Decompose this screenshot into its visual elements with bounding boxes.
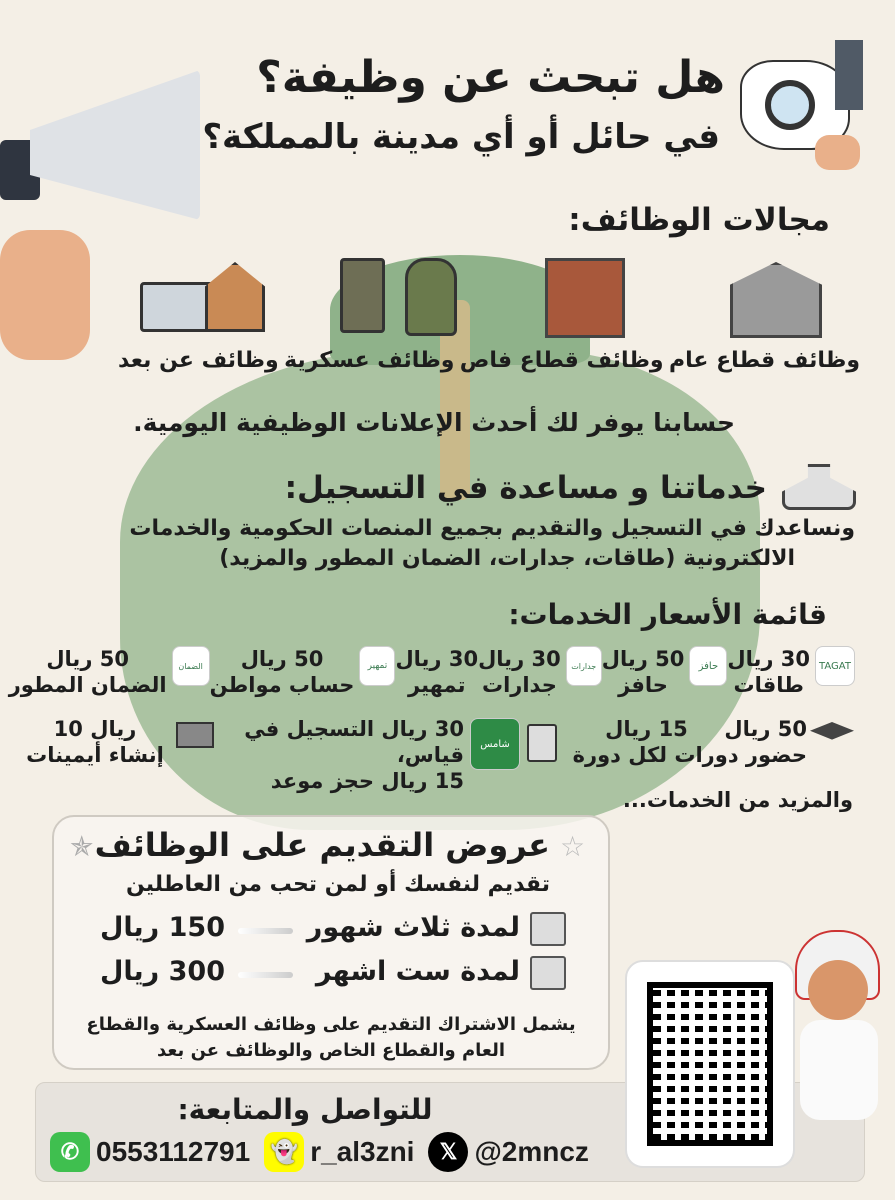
price-jadarat — [478, 646, 561, 698]
service-name: إنشاء أيمينات — [26, 743, 164, 767]
social-security-logo: الضمان — [172, 646, 210, 686]
qiyas-line-2: 15 ريال حجز موعد — [270, 769, 464, 793]
magnifier-map-icon — [740, 40, 875, 170]
plan-price-3-months: 150 ريال — [99, 912, 225, 943]
page-title: هل تبحث عن وظيفة؟ — [256, 52, 725, 103]
service-name: الضمان المطور — [8, 673, 167, 697]
plan-duration-6-months: لمدة ست اشهر — [315, 956, 520, 987]
price-value: 30 ريال — [395, 647, 479, 671]
price-emails — [20, 716, 170, 768]
price-row-1 — [8, 646, 855, 698]
x-twitter-icon[interactable]: 𝕏 — [428, 1132, 468, 1172]
price-hafiz — [602, 646, 685, 698]
more-services-text: والمزيد من الخدمات... — [622, 788, 853, 812]
contact-heading: للتواصل والمتابعة: — [177, 1093, 433, 1126]
price-value: 50 ريال — [601, 647, 685, 671]
plan-price-6-months: 300 ريال — [99, 956, 225, 987]
price-value-2: 15 ريال — [605, 717, 688, 741]
hafiz-logo: حافز — [689, 646, 727, 686]
offers-note-line-2: العام والقطاع الخاص والوظائف عن بعد — [156, 1040, 506, 1061]
service-name: طاقات — [733, 673, 804, 697]
price-item-jadarat — [478, 646, 602, 698]
office-building-icon — [545, 258, 625, 338]
field-label-public-sector: وظائف قطاع عام — [669, 348, 860, 373]
price-courses — [573, 716, 807, 768]
tagat-logo: TAGAT — [815, 646, 855, 686]
field-label-private-sector: وظائف قطاع فاص — [459, 348, 664, 373]
services-line-2: الالكترونية (طاقات، جدارات، الضمان المطور والمزيد) — [219, 546, 795, 571]
price-value: 50 ريال — [46, 647, 129, 671]
star-icon: ✯ — [70, 830, 94, 863]
price-citizen-account — [210, 646, 355, 698]
price-item-hafiz — [602, 646, 728, 698]
cartoon-character — [790, 930, 885, 1130]
prices-heading: قائمة الأسعار الخدمات: — [508, 598, 827, 631]
daily-ads-text: حسابنا يوفر لك أحدث الإعلانات الوظيفية اليومية. — [133, 408, 735, 437]
field-label-military: وظائف عسكرية — [284, 348, 455, 373]
snapchat-icon[interactable]: 👻 — [264, 1132, 304, 1172]
services-line-1: ونساعدك في التسجيل والتقديم بجميع المنصات الحكومية والخدمات — [129, 516, 855, 541]
course-prices — [573, 716, 807, 742]
price-item-social-security — [9, 646, 210, 698]
offers-subtitle: تقديم لنفسك أو لمن تحب من العاطلين — [125, 872, 550, 897]
service-name: حساب مواطن — [209, 673, 355, 697]
price-tagat — [727, 646, 810, 698]
qiyas-line-1: 30 ريال التسجيل في قياس، — [244, 717, 464, 767]
price-social-security — [9, 646, 167, 698]
qiyas-logo: شامس — [470, 718, 520, 770]
arrow-icon — [238, 928, 293, 934]
plan-duration-3-months: لمدة ثلاث شهور — [306, 912, 520, 943]
job-fields-heading: مجالات الوظائف: — [568, 202, 830, 238]
qr-code[interactable] — [625, 960, 795, 1168]
price-item-tagat — [727, 646, 855, 698]
arrow-icon — [238, 972, 293, 978]
military-soldier-icon — [340, 258, 460, 338]
star-icon: ☆ — [560, 830, 586, 863]
price-value: 30 ريال — [727, 647, 810, 671]
service-name: حافز — [618, 673, 668, 697]
offers-note-line-1: يشمل الاشتراك التقديم على وظائف العسكرية والقطاع — [86, 1014, 576, 1035]
document-pen-icon — [527, 724, 557, 762]
calendar-icon — [530, 912, 566, 946]
price-qiyas — [220, 716, 464, 794]
price-item-citizen-account — [210, 646, 396, 698]
price-value: 10 ريال — [53, 717, 137, 741]
price-value: 50 ريال — [240, 647, 324, 671]
services-heading: خدماتنا و مساعدة في التسجيل: — [284, 470, 767, 506]
service-name: تمهير — [408, 673, 466, 697]
megaphone-icon — [0, 30, 210, 260]
price-tamheer — [395, 646, 478, 698]
contact-row — [50, 1132, 589, 1172]
envelope-icon — [176, 722, 214, 748]
job-field-labels — [118, 348, 860, 373]
calendar-icon — [530, 956, 566, 990]
whatsapp-icon[interactable]: ✆ — [50, 1132, 90, 1172]
offers-title: عروض التقديم على الوظائف — [94, 826, 550, 864]
government-building-icon — [730, 262, 822, 338]
field-label-remote: وظائف عن بعد — [118, 348, 279, 373]
price-value: 50 ريال — [724, 717, 807, 741]
jadarat-logo: جدارات — [566, 646, 602, 686]
remote-work-laptop-house-icon — [140, 262, 265, 340]
price-value: 30 ريال — [478, 647, 561, 671]
service-name: جدارات — [481, 673, 557, 697]
whatsapp-number[interactable]: 0553112791 — [96, 1136, 251, 1167]
x-handle[interactable]: @2mncz — [474, 1136, 589, 1167]
price-item-tamheer — [395, 646, 478, 698]
snapchat-handle[interactable]: r_al3zni — [310, 1136, 415, 1167]
network-boxes-icon — [782, 464, 856, 510]
page-subtitle: في حائل أو أي مدينة بالمملكة؟ — [202, 117, 720, 157]
tamheer-logo: تمهير — [359, 646, 395, 686]
service-name: حضور دورات لكل دورة — [572, 743, 807, 767]
graduation-cap-icon — [810, 722, 854, 744]
